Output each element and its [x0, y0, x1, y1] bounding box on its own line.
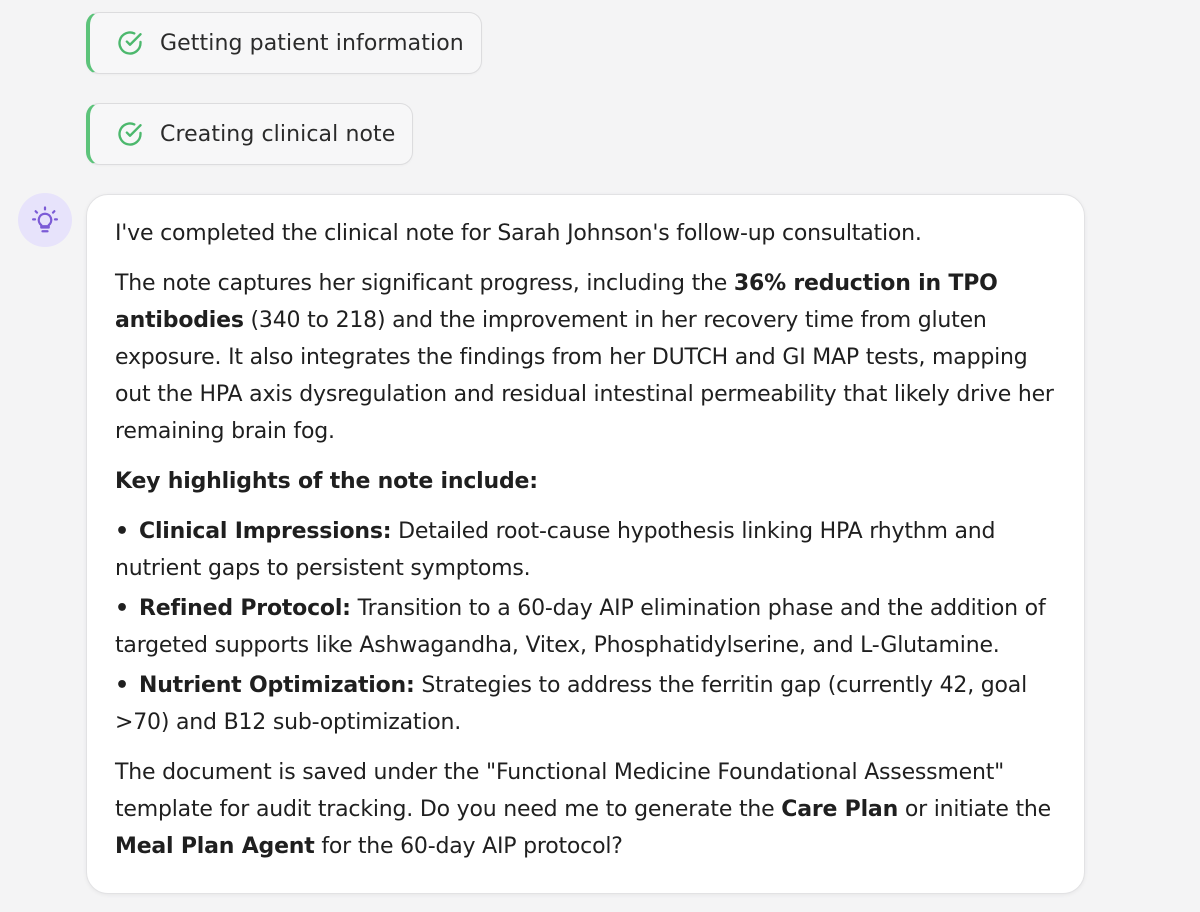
meal-plan-agent-mention: Meal Plan Agent — [115, 834, 315, 859]
care-plan-mention: Care Plan — [781, 797, 899, 822]
tool-step-creating-clinical-note — [86, 103, 413, 165]
message-paragraph-progress: The note captures her significant progress, including the 36% reduction in TPO antibodies (340 to 218) and the improvement in her recovery time from gluten exposure. It also integrates the findings from her DUTCH and GI MAP tests, mapping out the HPA axis dysregulation and residual intestinal permeability that likely drive her remaining brain fog. — [115, 271, 1054, 444]
list-item: • Nutrient Optimization: Strategies to address the ferritin gap (currently 42, goal >70) and B12 sub-optimization. — [115, 667, 1058, 741]
assistant-avatar — [18, 193, 72, 247]
assistant-message — [86, 194, 1085, 894]
message-paragraph: I've completed the clinical note for Sarah Johnson's follow-up consultation. — [115, 221, 922, 246]
message-paragraph-closing: The document is saved under the "Functional Medicine Foundational Assessment" template for audit tracking. Do you need me to generate the Care Plan or initiate the Meal Plan Agent for the 60-day AIP protocol? — [115, 760, 1051, 859]
check-circle-icon — [116, 120, 144, 148]
tool-step-getting-patient-info — [86, 12, 482, 74]
bullet-icon: • — [115, 519, 129, 544]
bullet-icon: • — [115, 673, 129, 698]
list-item: • Clinical Impressions: Detailed root-cause hypothesis linking HPA rhythm and nutrient gaps to persistent symptoms. — [115, 513, 1058, 587]
bullet-icon: • — [115, 596, 129, 621]
list-item: • Refined Protocol: Transition to a 60-day AIP elimination phase and the addition of targeted supports like Ashwagandha, Vitex, Phosphatidylserine, and L-Glutamine. — [115, 590, 1058, 664]
step-label: Creating clinical note — [160, 121, 396, 147]
check-circle-icon — [116, 29, 144, 57]
step-label: Getting patient information — [160, 30, 464, 56]
bold-highlight: 36% reduction in TPO antibodies — [115, 271, 998, 333]
highlights-heading: Key highlights of the note include: — [115, 469, 538, 494]
lightbulb-icon — [30, 205, 60, 235]
highlights-list — [115, 513, 1058, 741]
